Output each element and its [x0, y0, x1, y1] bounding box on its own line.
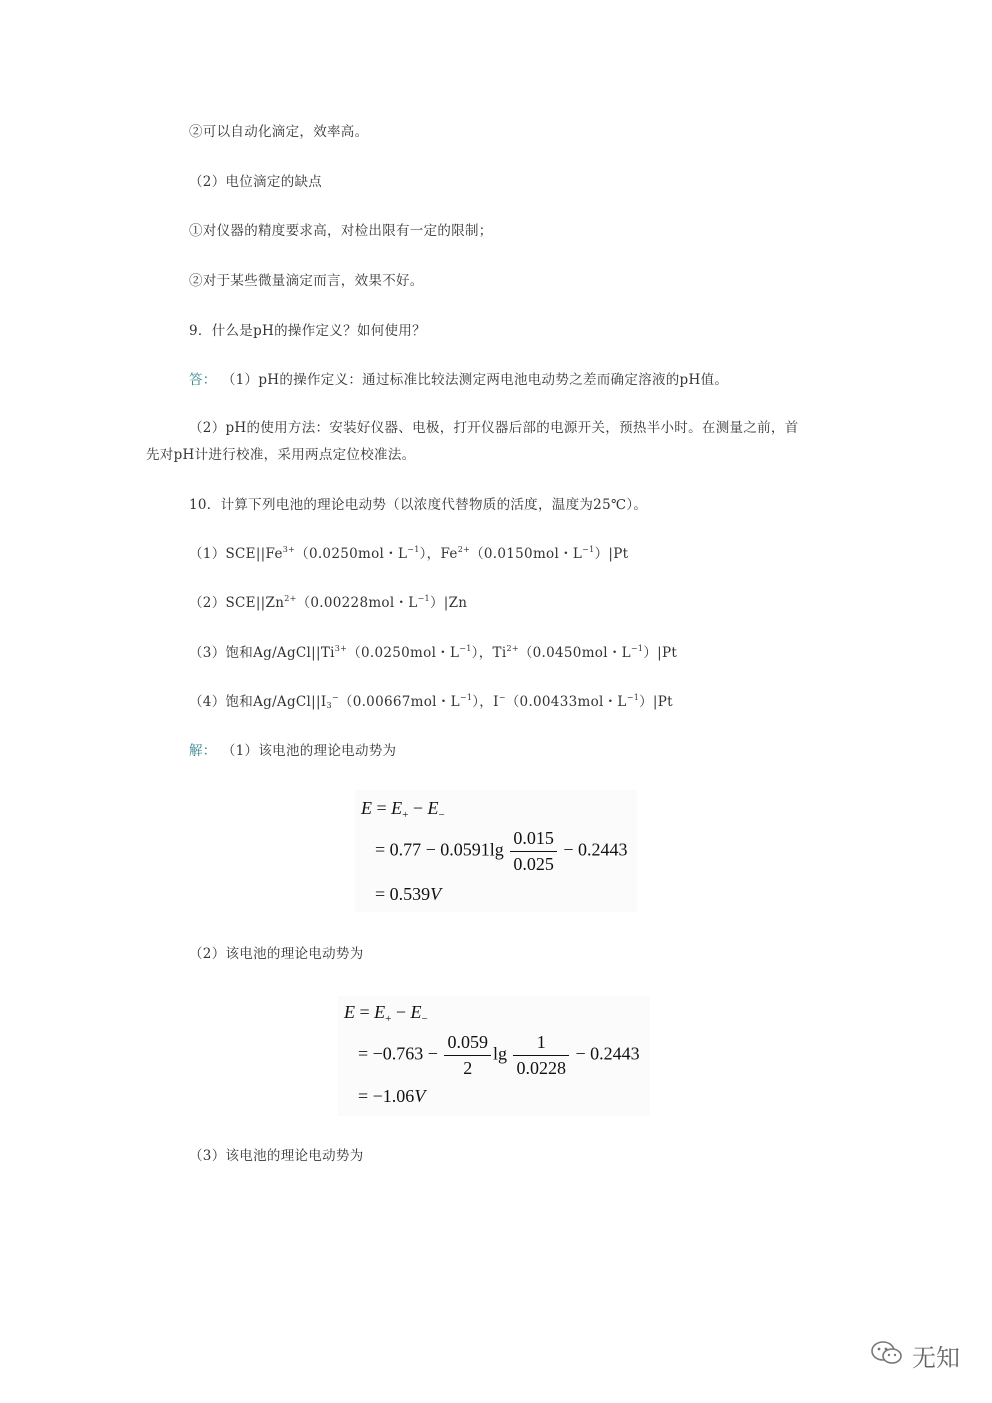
eq-sub: − — [438, 809, 445, 821]
charge: 2+ — [457, 545, 471, 554]
eq-sub: + — [385, 1013, 392, 1025]
cell-text: ）|Zn — [429, 595, 468, 611]
cell-text: （0.00667mol・L — [338, 694, 460, 710]
equation-1: $E = E_+ - E_-$ = 0.77 − 0.0591lg $\frac{0.015}{0.025}$ − 0.2443 = 0.539V — [355, 790, 637, 912]
eq-text: = −1.06 — [358, 1086, 415, 1106]
solution-1 — [189, 740, 396, 762]
cell-text: （0.00433mol・L — [505, 694, 627, 710]
cell-text: （4）饱和Ag/AgCl||I — [189, 694, 327, 710]
charge: − — [331, 693, 339, 702]
eq-op: − — [391, 1002, 411, 1022]
cell-text: ）|Pt — [594, 546, 629, 562]
solution-2: （2）该电池的理论电动势为 — [189, 946, 364, 962]
eq-symbol: E — [374, 1002, 386, 1022]
text-line: ①对仪器的精度要求高，对检出限有一定的限制； — [189, 223, 493, 239]
eq-symbol: E — [361, 798, 372, 818]
cell-1 — [189, 543, 628, 565]
unit-exp: −1 — [407, 545, 420, 554]
unit-exp: −1 — [582, 545, 595, 554]
solution-text: （1）该电池的理论电动势为 — [228, 743, 397, 759]
eq-text: = 0.539 — [375, 884, 431, 904]
cell-4 — [189, 691, 673, 713]
eq-text: lg — [492, 1043, 507, 1064]
cell-2 — [189, 592, 467, 614]
answer-text-cont: 先对pH计进行校准，采用两点定位校准法。 — [146, 447, 416, 463]
cell-text: ）|Pt — [639, 694, 673, 710]
numerator: 0.015 — [510, 828, 557, 852]
eq-unit: V — [430, 884, 442, 904]
eq-symbol: E — [344, 1002, 355, 1022]
watermark-text: 无知 — [912, 1344, 960, 1372]
unit-exp: −1 — [459, 693, 473, 702]
fraction — [510, 828, 557, 875]
eq-unit: V — [414, 1086, 426, 1106]
cell-text: （0.0450mol・L — [518, 645, 631, 661]
unit-exp: −1 — [417, 594, 430, 603]
cell-text: （0.0250mol・L — [295, 546, 408, 562]
eq-sub: + — [402, 809, 409, 821]
numerator: 0.059 — [444, 1032, 491, 1056]
answer-text: （1）pH的操作定义：通过标准比较法测定两电池电动势之差而确定溶液的pH值。 — [228, 372, 729, 388]
eq-sub: − — [421, 1013, 428, 1025]
watermark — [870, 1338, 960, 1373]
cell-text: （0.00228mol・L — [296, 595, 418, 611]
fraction — [513, 1032, 569, 1079]
numerator: 1 — [513, 1032, 569, 1056]
unit-exp: −1 — [626, 693, 640, 702]
charge: − — [498, 693, 506, 702]
eq-text: = 0.77 − 0.0591lg — [375, 839, 504, 860]
cell-text: （3）饱和Ag/AgCl||Ti — [189, 645, 335, 661]
fraction — [444, 1032, 491, 1079]
eq-text: − 0.2443 — [575, 1043, 640, 1064]
text-line: ②对于某些微量滴定而言，效果不好。 — [189, 273, 424, 289]
charge: 3+ — [282, 545, 296, 554]
eq-symbol: E — [391, 798, 403, 818]
text-line: ②可以自动化滴定，效率高。 — [189, 124, 369, 140]
charge: 2+ — [284, 594, 297, 603]
denominator: 2 — [463, 1058, 473, 1078]
text-line: （2）电位滴定的缺点 — [189, 174, 323, 190]
eq-op: − — [408, 798, 428, 818]
cell-text: ），Fe — [419, 546, 458, 562]
unit-exp: −1 — [459, 644, 472, 653]
eq-symbol: E — [427, 798, 439, 818]
answer-label: 答： — [189, 372, 217, 388]
cell-text: （0.0150mol・L — [470, 546, 583, 562]
answer-text: （2）pH的使用方法：安装好仪器、电极，打开仪器后部的电源开关，预热半小时。在测量之前，首 — [189, 420, 799, 436]
eq-text: = −0.763 − — [358, 1043, 438, 1064]
answer-9-1 — [189, 369, 728, 391]
denominator: 0.0228 — [516, 1058, 566, 1078]
question-9: 9．什么是pH的操作定义？如何使用？ — [189, 323, 426, 339]
charge: 3+ — [334, 644, 348, 653]
subscript: 3 — [326, 701, 332, 710]
solution-label: 解： — [189, 743, 217, 759]
cell-text: （0.0250mol・L — [347, 645, 460, 661]
denominator: 0.025 — [513, 854, 554, 874]
question-10: 10．计算下列电池的理论电动势（以浓度代替物质的活度，温度为25℃）。 — [189, 497, 648, 513]
eq-symbol: E — [410, 1002, 422, 1022]
answer-9-2 — [146, 415, 849, 469]
solution-3: （3）该电池的理论电动势为 — [189, 1148, 364, 1164]
equation-2: $E = E_+ - E_-$ = −0.763 − $\frac{0.059}{2}$ lg $\frac{1}{0.0228}$ − 0.2443 = −1.06V — [338, 996, 650, 1116]
cell-text: ），Ti — [471, 645, 507, 661]
eq-text: − 0.2443 — [563, 839, 628, 860]
cell-text: ），I — [472, 694, 499, 710]
cell-text: （2）SCE||Zn — [189, 595, 285, 611]
unit-exp: −1 — [630, 644, 644, 653]
cell-text: （1）SCE||Fe — [189, 546, 283, 562]
cell-text: ）|Pt — [643, 645, 678, 661]
cell-3 — [189, 642, 677, 664]
wechat-icon — [870, 1340, 904, 1372]
charge: 2+ — [506, 644, 519, 653]
